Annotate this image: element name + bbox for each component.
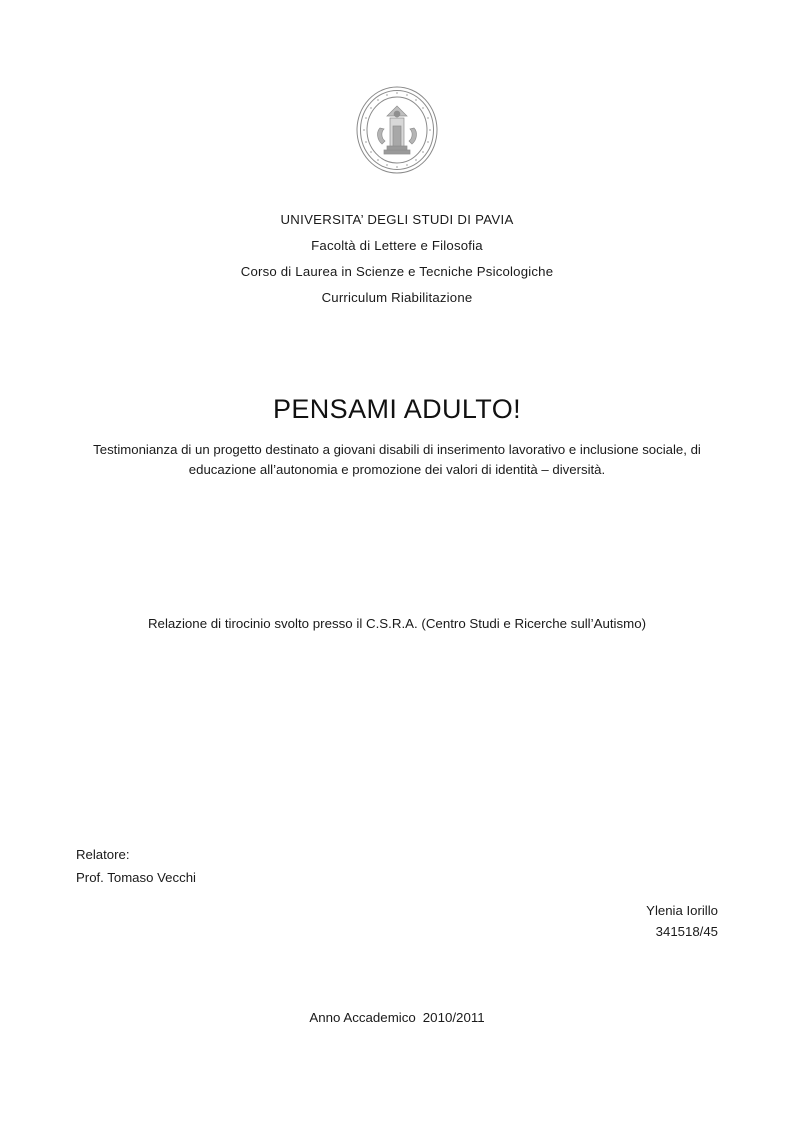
author-student-id: 341518/45 xyxy=(655,924,718,939)
university-name: UNIVERSITA’ DEGLI STUDI DI PAVIA xyxy=(280,212,514,227)
faculty-name: Facoltà di Lettere e Filosofia xyxy=(311,238,483,253)
academic-year-value: 2010/2011 xyxy=(422,1010,485,1025)
internship-line: Relazione di tirocinio svolto presso il C.S.R.A. (Centro Studi e Ricerche sull’Autismo) xyxy=(147,616,647,631)
author-name: Ylenia Iorillo xyxy=(646,903,718,918)
title-block xyxy=(0,392,794,480)
crest-container xyxy=(0,84,794,176)
author-block xyxy=(646,900,718,942)
supervisor-name: Prof. Tomaso Vecchi xyxy=(76,870,196,885)
curriculum-name: Curriculum Riabilitazione xyxy=(321,290,473,305)
academic-year-label: Anno Accademico xyxy=(309,1010,416,1025)
degree-course-name: Corso di Laurea in Scienze e Tecniche Psicologiche xyxy=(240,264,554,279)
academic-year-block xyxy=(0,1010,794,1025)
supervisor-block xyxy=(76,843,196,889)
university-crest-icon xyxy=(353,84,441,176)
page-title: PENSAMI ADULTO! xyxy=(272,394,522,424)
page-subtitle: Testimonianza di un progetto destinato a giovani disabili di inserimento lavorativo e inclusione sociale, di educazione all’autonomia e promozione dei valori di identità – diversità. xyxy=(93,442,701,477)
supervisor-label: Relatore: xyxy=(76,847,130,862)
institution-block xyxy=(0,207,794,311)
